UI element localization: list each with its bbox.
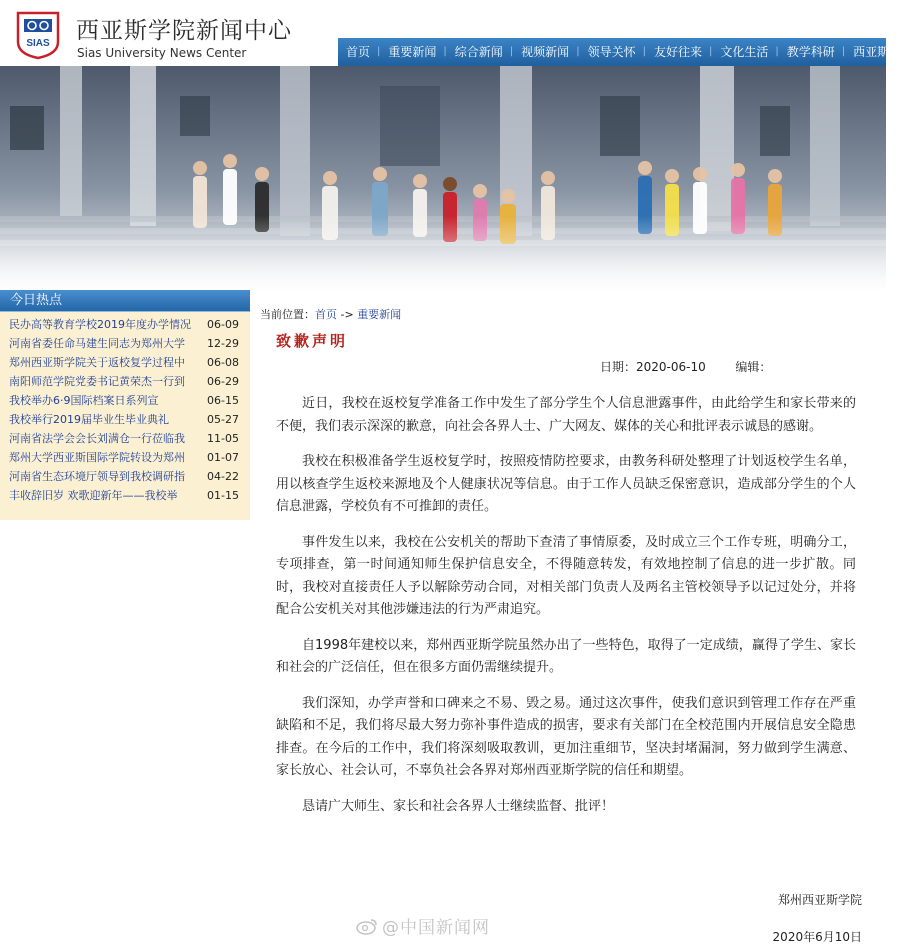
hot-news-date: 11-05 — [207, 432, 239, 445]
hot-news-heading: 今日热点 — [0, 290, 250, 312]
breadcrumb-label: 当前位置： — [260, 308, 315, 321]
nav-separator: | — [775, 46, 779, 57]
hot-news-date: 01-15 — [207, 489, 239, 502]
breadcrumb — [260, 306, 401, 322]
nav-item-leaders-care[interactable]: 领导关怀 — [587, 45, 636, 59]
article-paragraph: 我校在积极准备学生返校复学时，按照疫情防控要求，由教务科研处整理了计划返校学生名单，用以核查学生返校来源地及个人健康状况等信息。由于工作人员缺乏保密意识，造成部分学生的个人信息泄露，学校负有不可推卸的责任。 — [276, 454, 856, 514]
hot-news-date: 06-09 — [207, 318, 239, 331]
campus-banner-image — [0, 66, 886, 290]
hot-news-title[interactable]: 郑州西亚斯学院关于返校复学过程中 — [9, 356, 185, 369]
site-subtitle: Sias University News Center — [77, 46, 247, 60]
hot-news-title[interactable]: 河南省生态环境厅领导到我校调研指 — [9, 470, 185, 483]
nav-item-friendly-exchange[interactable]: 友好往来 — [653, 45, 702, 59]
nav-item-home[interactable]: 首页 — [346, 45, 371, 59]
nav-separator: | — [443, 46, 447, 57]
watermark-text: @中国新闻网 — [382, 918, 490, 938]
nav-item-important-news[interactable]: 重要新闻 — [388, 45, 437, 59]
breadcrumb-current-link[interactable]: 重要新闻 — [357, 308, 402, 321]
hot-news-title[interactable]: 我校举办6·9国际档案日系列宣 — [9, 394, 159, 407]
hot-news-title[interactable]: 郑州大学西亚斯国际学院转设为郑州 — [9, 451, 185, 464]
nav-item-video-news[interactable]: 视频新闻 — [521, 45, 570, 59]
breadcrumb-separator: -> — [337, 308, 358, 321]
article-paragraph: 近日，我校在返校复学准备工作中发生了部分学生个人信息泄露事件，由此给学生和家长带来的不便，我们表示深深的歉意，向社会各界人士、广大网友、媒体的关心和批评表示诚恳的感谢。 — [276, 396, 856, 434]
site-header — [0, 0, 902, 66]
nav-separator: | — [576, 46, 580, 57]
breadcrumb-home-link[interactable]: 首页 — [315, 308, 337, 321]
nav-separator: | — [509, 46, 514, 57]
list-item[interactable] — [0, 467, 250, 486]
list-item[interactable] — [0, 315, 250, 334]
watermark — [356, 913, 490, 938]
date-label: 日期： — [600, 360, 637, 374]
list-item[interactable] — [0, 429, 250, 448]
hot-news-date: 06-29 — [207, 375, 239, 388]
hot-news-date: 06-15 — [207, 394, 239, 407]
hot-news-title[interactable]: 河南省委任命马建生同志为郑州大学 — [9, 337, 185, 350]
nav-separator: | — [841, 46, 846, 57]
weibo-icon — [356, 917, 378, 935]
article-paragraph: 恳请广大师生、家长和社会各界人士继续监督、批评！ — [302, 798, 615, 814]
article-body — [276, 393, 856, 831]
hot-news-date: 05-27 — [207, 413, 239, 426]
hot-news-date: 01-07 — [207, 451, 239, 464]
list-item[interactable] — [0, 448, 250, 467]
hot-news-title[interactable]: 南阳师范学院党委书记黄荣杰一行到 — [9, 375, 185, 388]
logo-text: SIAS — [26, 38, 50, 49]
nav-separator: | — [708, 46, 713, 57]
list-item[interactable] — [0, 486, 250, 505]
sias-logo-icon[interactable] — [15, 10, 61, 60]
hot-news-sidebar — [0, 290, 250, 520]
list-item[interactable] — [0, 391, 250, 410]
list-item[interactable] — [0, 372, 250, 391]
list-item[interactable] — [0, 334, 250, 353]
hot-news-title[interactable]: 丰收辞旧岁 欢歌迎新年——我校举 — [9, 489, 178, 502]
list-item[interactable] — [0, 410, 250, 429]
hot-news-title[interactable]: 我校举行2019届毕业生毕业典礼 — [9, 413, 169, 426]
editor-label: 编辑： — [735, 360, 772, 374]
hot-news-date: 04-22 — [207, 470, 239, 483]
nav-separator: | — [377, 46, 381, 57]
hot-news-title[interactable]: 河南省法学会会长刘满仓一行莅临我 — [9, 432, 185, 445]
main-nav — [338, 38, 902, 66]
hot-news-list — [0, 312, 250, 505]
nav-item-culture-life[interactable]: 文化生活 — [720, 45, 769, 59]
article-paragraph: 自1998年建校以来，郑州西亚斯学院虽然办出了一些特色，取得了一定成绩，赢得了学生、家长和社会的广泛信任，但在很多方面仍需继续提升。 — [276, 637, 856, 675]
article-title: 致歉声明 — [276, 332, 349, 350]
nav-item-sias-people[interactable]: 西亚斯人 — [853, 45, 902, 59]
publish-date: 2020年6月10日 — [772, 930, 862, 944]
hot-news-date: 06-08 — [207, 356, 239, 369]
article-paragraph: 事件发生以来，我校在公安机关的帮助下查清了事情原委，及时成立三个工作专班，明确分工，专项排查，第一时间通知师生保护信息安全，不得随意转发，有效地控制了信息的进一步扩散。同时，我校对直接责任人予以解除劳动合同，对相关部门负责人及两名主管校领导予以记过处分，并将配合公安机关对其他涉嫌违法的行为严肃追究。 — [276, 534, 856, 617]
hot-news-date: 12-29 — [207, 337, 239, 350]
article-paragraph: 我们深知，办学声誉和口碑来之不易、毁之易。通过这次事件，使我们意识到管理工作存在严重缺陷和不足，我们将尽最大努力弥补事件造成的损害，要求有关部门在全校范围内开展信息安全隐患排查。在今后的工作中，我们将深刻吸取教训，更加注重细节，坚决封堵漏洞，努力做到学生满意、家长放心、社会认可，不辜负社会各界对郑州西亚斯学院的信任和期望。 — [276, 695, 856, 778]
nav-separator: | — [642, 46, 646, 57]
date-value: 2020-06-10 — [636, 360, 706, 374]
list-item[interactable] — [0, 353, 250, 372]
hot-news-title[interactable]: 民办高等教育学校2019年度办学情况 — [9, 318, 191, 331]
nav-item-general-news[interactable]: 综合新闻 — [454, 45, 503, 59]
site-title: 西亚斯学院新闻中心 — [76, 18, 292, 44]
article-meta — [600, 358, 876, 375]
article-signature: 郑州西亚斯学院 — [777, 893, 862, 907]
nav-item-teaching-research[interactable]: 教学科研 — [786, 45, 835, 59]
